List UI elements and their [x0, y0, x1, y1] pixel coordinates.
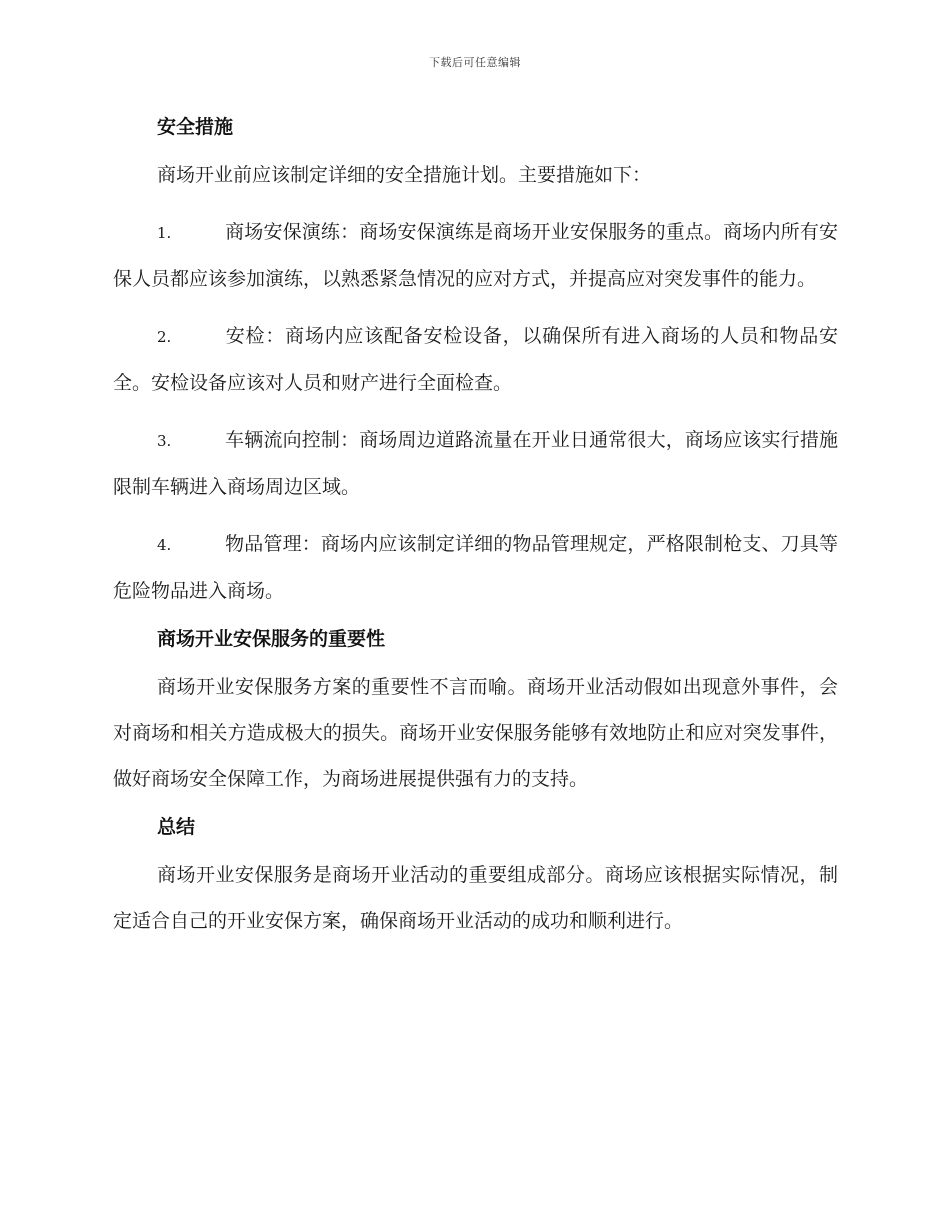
list-number: 2. — [157, 328, 172, 346]
section-heading-summary: 总结 — [157, 816, 196, 838]
section-heading-safety: 安全措施 — [157, 116, 234, 138]
list-item — [113, 313, 838, 406]
list-item-text: 车辆流向控制：商场周边道路流量在开业日通常很大，商场应该实行措施限制车辆进入商场周边区域。 — [113, 429, 838, 498]
list-item — [113, 417, 838, 510]
list-number: 4. — [157, 536, 172, 554]
list-item — [113, 521, 838, 614]
list-number: 1. — [157, 224, 172, 242]
list-number: 3. — [157, 432, 172, 450]
section-heading-importance: 商场开业安保服务的重要性 — [157, 628, 386, 650]
summary-paragraph: 商场开业安保服务是商场开业活动的重要组成部分。商场应该根据实际情况，制定适合自己的开业安保方案，确保商场开业活动的成功和顺利进行。 — [113, 864, 838, 932]
header-note: 下载后可任意编辑 — [429, 56, 521, 69]
importance-paragraph: 商场开业安保服务方案的重要性不言而喻。商场开业活动假如出现意外事件，会对商场和相关方造成极大的损失。商场开业安保服务能够有效地防止和应对突发事件，做好商场安全保障工作，为商场进展提供强有力的支持。 — [113, 676, 838, 790]
list-item — [113, 209, 838, 302]
list-item-text: 安检：商场内应该配备安检设备，以确保所有进入商场的人员和物品安全。安检设备应该对人员和财产进行全面检查。 — [113, 325, 838, 394]
safety-intro-paragraph: 商场开业前应该制定详细的安全措施计划。主要措施如下： — [157, 164, 652, 186]
list-item-text: 物品管理：商场内应该制定详细的物品管理规定，严格限制枪支、刀具等危险物品进入商场。 — [113, 533, 838, 602]
list-item-text: 商场安保演练：商场安保演练是商场开业安保服务的重点。商场内所有安保人员都应该参加演练，以熟悉紧急情况的应对方式，并提高应对突发事件的能力。 — [113, 221, 838, 290]
document-body — [113, 110, 838, 944]
